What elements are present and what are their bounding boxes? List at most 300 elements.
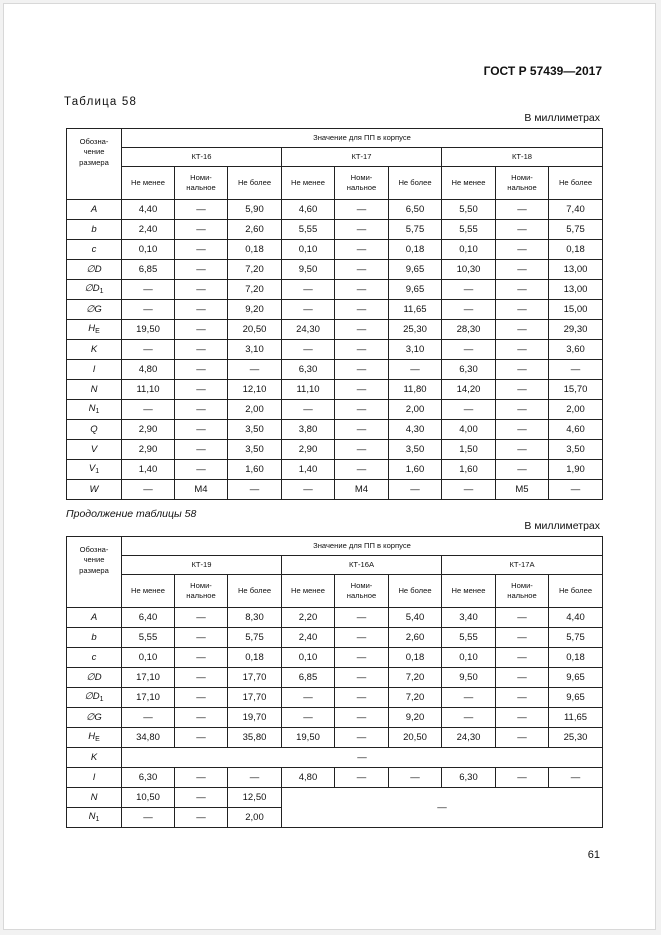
value-cell: — xyxy=(175,420,228,440)
value-cell: 12,50 xyxy=(228,788,282,808)
value-cell: M4 xyxy=(335,480,389,500)
subheader-row xyxy=(67,575,603,608)
value-cell: 4,60 xyxy=(549,420,603,440)
value-cell: — xyxy=(549,360,603,380)
value-cell: 3,10 xyxy=(228,340,282,360)
value-cell: 34,80 xyxy=(122,728,175,748)
value-cell: — xyxy=(335,260,389,280)
value-cell: — xyxy=(335,460,389,480)
value-cell: — xyxy=(335,360,389,380)
limit-header: Не менее xyxy=(282,167,335,200)
size-designation xyxy=(67,220,122,240)
table-row xyxy=(67,360,603,380)
value-cell: — xyxy=(442,340,496,360)
value-cell: — xyxy=(496,628,549,648)
value-cell: — xyxy=(175,200,228,220)
symbol-text: A xyxy=(90,203,98,215)
limit-header: Номи- нальное xyxy=(335,575,389,608)
value-cell: 11,10 xyxy=(122,380,175,400)
symbol-text: H xyxy=(88,730,96,742)
value-cell: — xyxy=(335,608,389,628)
value-cell: 3,80 xyxy=(282,420,335,440)
value-cell: 7,20 xyxy=(389,688,442,708)
table-caption: Таблица 58 xyxy=(64,96,138,108)
symbol-text: K xyxy=(90,751,98,763)
value-cell: — xyxy=(175,768,228,788)
limit-header: Не более xyxy=(389,575,442,608)
value-cell: 5,40 xyxy=(389,608,442,628)
merged-value-cell: — xyxy=(282,788,603,828)
value-cell: 9,20 xyxy=(228,300,282,320)
table-row xyxy=(67,648,603,668)
value-cell: — xyxy=(496,440,549,460)
value-cell: 5,50 xyxy=(442,200,496,220)
value-cell: — xyxy=(335,300,389,320)
value-cell: 1,60 xyxy=(389,460,442,480)
value-cell: 13,00 xyxy=(549,280,603,300)
value-cell: 15,00 xyxy=(549,300,603,320)
value-cell: — xyxy=(122,708,175,728)
table-row xyxy=(67,200,603,220)
value-cell: — xyxy=(496,380,549,400)
size-designation xyxy=(67,340,122,360)
value-cell: 6,30 xyxy=(282,360,335,380)
value-cell: 24,30 xyxy=(442,728,496,748)
value-cell: 19,50 xyxy=(282,728,335,748)
value-cell: 5,75 xyxy=(228,628,282,648)
value-cell: 2,20 xyxy=(282,608,335,628)
table-row xyxy=(67,688,603,708)
size-designation xyxy=(67,668,122,688)
value-cell: — xyxy=(496,200,549,220)
value-cell: 1,40 xyxy=(122,460,175,480)
value-cell: — xyxy=(228,480,282,500)
value-cell: — xyxy=(335,668,389,688)
symbol-subscript: 1 xyxy=(99,287,104,295)
value-cell: — xyxy=(335,440,389,460)
size-designation xyxy=(67,688,122,708)
size-designation xyxy=(67,280,122,300)
size-designation xyxy=(67,648,122,668)
units-label: В миллиметрах xyxy=(524,112,600,124)
table-row xyxy=(67,420,603,440)
value-cell: — xyxy=(122,400,175,420)
size-designation xyxy=(67,748,122,768)
value-cell: 3,60 xyxy=(549,340,603,360)
value-cell: 20,50 xyxy=(228,320,282,340)
value-cell: — xyxy=(175,668,228,688)
value-cell: — xyxy=(175,708,228,728)
value-cell: 35,80 xyxy=(228,728,282,748)
size-designation xyxy=(67,808,122,828)
value-cell: — xyxy=(442,688,496,708)
table-row xyxy=(67,380,603,400)
value-cell: — xyxy=(335,400,389,420)
value-cell: — xyxy=(122,480,175,500)
value-cell: 6,85 xyxy=(282,668,335,688)
symbol-text: V xyxy=(88,462,96,474)
value-cell: 4,30 xyxy=(389,420,442,440)
size-designation xyxy=(67,380,122,400)
limit-header: Не более xyxy=(228,167,282,200)
value-cell: 5,75 xyxy=(549,220,603,240)
value-cell: — xyxy=(175,440,228,460)
value-cell: — xyxy=(175,300,228,320)
designation-header: Обозна- чение размера xyxy=(67,537,122,608)
table-row xyxy=(67,480,603,500)
symbol-text: W xyxy=(89,483,99,495)
value-cell: — xyxy=(496,460,549,480)
value-cell: 1,50 xyxy=(442,440,496,460)
value-cell: — xyxy=(335,768,389,788)
value-cell: — xyxy=(175,240,228,260)
table-row xyxy=(67,320,603,340)
value-cell: 3,50 xyxy=(389,440,442,460)
value-cell: 0,18 xyxy=(389,240,442,260)
value-cell: — xyxy=(175,688,228,708)
symbol-text: N xyxy=(90,383,98,395)
value-cell: 5,55 xyxy=(442,220,496,240)
value-cell: 3,50 xyxy=(228,440,282,460)
symbol-text: b xyxy=(91,223,97,235)
value-cell: 2,00 xyxy=(549,400,603,420)
value-cell: — xyxy=(335,200,389,220)
value-cell: — xyxy=(496,400,549,420)
package-header: КТ-19 xyxy=(122,556,282,575)
value-cell: — xyxy=(282,400,335,420)
size-designation xyxy=(67,240,122,260)
value-cell: M4 xyxy=(175,480,228,500)
value-cell: 29,30 xyxy=(549,320,603,340)
value-cell: — xyxy=(496,300,549,320)
symbol-text: Q xyxy=(90,423,98,435)
value-cell: 14,20 xyxy=(442,380,496,400)
value-cell: 1,90 xyxy=(549,460,603,480)
value-cell: 5,75 xyxy=(549,628,603,648)
value-cell: 17,10 xyxy=(122,688,175,708)
value-cell: — xyxy=(335,628,389,648)
value-cell: 9,65 xyxy=(389,260,442,280)
size-designation xyxy=(67,480,122,500)
value-cell: — xyxy=(282,480,335,500)
limit-header: Не более xyxy=(549,575,603,608)
value-cell: 9,50 xyxy=(282,260,335,280)
limit-header: Не более xyxy=(389,167,442,200)
limit-header: Не более xyxy=(228,575,282,608)
size-designation xyxy=(67,420,122,440)
symbol-text: V xyxy=(90,443,98,455)
table-header-row xyxy=(67,537,603,556)
limit-header: Не менее xyxy=(122,575,175,608)
limit-header: Номи- нальное xyxy=(496,575,549,608)
value-cell: — xyxy=(175,608,228,628)
value-cell: — xyxy=(389,360,442,380)
value-cell: 0,10 xyxy=(122,648,175,668)
value-cell: 11,65 xyxy=(389,300,442,320)
symbol-text: N xyxy=(90,791,98,803)
size-designation xyxy=(67,440,122,460)
symbol-text: N xyxy=(88,402,96,414)
value-cell: 11,80 xyxy=(389,380,442,400)
table-row xyxy=(67,788,603,808)
value-cell: — xyxy=(335,240,389,260)
limit-header: Не менее xyxy=(282,575,335,608)
value-cell: 2,90 xyxy=(282,440,335,460)
value-cell: 2,90 xyxy=(122,420,175,440)
value-cell: — xyxy=(496,688,549,708)
value-cell: — xyxy=(496,260,549,280)
value-cell: — xyxy=(282,340,335,360)
size-designation xyxy=(67,200,122,220)
value-cell: — xyxy=(335,728,389,748)
size-designation xyxy=(67,708,122,728)
value-cell: — xyxy=(175,808,228,828)
value-cell: — xyxy=(496,220,549,240)
value-cell: 4,80 xyxy=(282,768,335,788)
table-row xyxy=(67,708,603,728)
value-cell: — xyxy=(175,728,228,748)
value-cell: 5,55 xyxy=(282,220,335,240)
table-row xyxy=(67,768,603,788)
table-row xyxy=(67,300,603,320)
value-cell: 2,00 xyxy=(389,400,442,420)
value-cell: 12,10 xyxy=(228,380,282,400)
size-designation xyxy=(67,260,122,280)
symbol-text: ∅D xyxy=(86,671,102,683)
value-cell: — xyxy=(122,340,175,360)
value-cell: — xyxy=(335,380,389,400)
size-designation xyxy=(67,608,122,628)
value-cell: 7,20 xyxy=(228,280,282,300)
value-cell: 24,30 xyxy=(282,320,335,340)
symbol-text: l xyxy=(92,771,96,783)
value-cell: — xyxy=(496,648,549,668)
value-cell: 9,50 xyxy=(442,668,496,688)
value-cell: 4,60 xyxy=(282,200,335,220)
value-cell: 0,10 xyxy=(282,648,335,668)
value-cell: 6,30 xyxy=(442,768,496,788)
value-cell: 2,60 xyxy=(228,220,282,240)
value-cell: — xyxy=(175,648,228,668)
symbol-subscript: E xyxy=(95,327,100,335)
value-cell: — xyxy=(549,480,603,500)
symbol-text: ∅G xyxy=(86,303,102,315)
dimensions-table-58 xyxy=(66,128,603,500)
value-cell: 7,20 xyxy=(228,260,282,280)
table-row xyxy=(67,280,603,300)
table-header-row xyxy=(67,129,603,148)
value-cell: 2,90 xyxy=(122,440,175,460)
value-cell: — xyxy=(175,320,228,340)
value-cell: 3,50 xyxy=(228,420,282,440)
value-cell: — xyxy=(122,280,175,300)
value-cell: — xyxy=(335,708,389,728)
limit-header: Не менее xyxy=(442,167,496,200)
table-row xyxy=(67,460,603,480)
document-id: ГОСТ Р 57439—2017 xyxy=(483,64,602,78)
value-cell: 0,18 xyxy=(389,648,442,668)
value-cell: — xyxy=(389,480,442,500)
limit-header: Не менее xyxy=(122,167,175,200)
table-row xyxy=(67,608,603,628)
package-header-row xyxy=(67,148,603,167)
size-designation xyxy=(67,788,122,808)
table-row xyxy=(67,668,603,688)
document-page xyxy=(3,3,656,930)
value-cell: — xyxy=(496,340,549,360)
value-cell: 6,85 xyxy=(122,260,175,280)
value-cell: 1,60 xyxy=(442,460,496,480)
value-cell: 7,20 xyxy=(389,668,442,688)
symbol-text: N xyxy=(88,810,96,822)
value-cell: 25,30 xyxy=(389,320,442,340)
value-cell: 9,65 xyxy=(389,280,442,300)
limit-header: Не более xyxy=(549,167,603,200)
value-cell: — xyxy=(496,608,549,628)
value-cell: 11,65 xyxy=(549,708,603,728)
value-cell: 17,70 xyxy=(228,668,282,688)
value-cell: 6,50 xyxy=(389,200,442,220)
limit-header: Не менее xyxy=(442,575,496,608)
value-cell: — xyxy=(496,360,549,380)
value-cell: — xyxy=(442,280,496,300)
package-header: КТ-18 xyxy=(442,148,603,167)
package-header: КТ-16А xyxy=(282,556,442,575)
value-cell: 10,50 xyxy=(122,788,175,808)
symbol-text: b xyxy=(91,631,97,643)
value-cell: 2,00 xyxy=(228,808,282,828)
value-cell: 19,70 xyxy=(228,708,282,728)
table-row xyxy=(67,240,603,260)
symbol-subscript: 1 xyxy=(95,815,100,823)
symbol-text: A xyxy=(90,611,98,623)
value-cell: 10,30 xyxy=(442,260,496,280)
value-cell: 25,30 xyxy=(549,728,603,748)
value-cell: — xyxy=(175,260,228,280)
value-cell: — xyxy=(496,240,549,260)
value-cell: 0,18 xyxy=(549,648,603,668)
value-cell: — xyxy=(282,688,335,708)
size-designation xyxy=(67,728,122,748)
table-continuation-caption: Продолжение таблицы 58 xyxy=(66,508,197,520)
page-number: 61 xyxy=(587,849,600,861)
value-cell: 3,50 xyxy=(549,440,603,460)
value-cell: — xyxy=(442,400,496,420)
symbol-text: ∅G xyxy=(86,711,102,723)
value-cell: 6,30 xyxy=(122,768,175,788)
value-cell: — xyxy=(335,688,389,708)
size-designation xyxy=(67,300,122,320)
units-label-2: В миллиметрах xyxy=(524,520,600,532)
value-cell: 6,30 xyxy=(442,360,496,380)
value-cell: — xyxy=(228,360,282,380)
value-cell: — xyxy=(175,280,228,300)
value-cell: 11,10 xyxy=(282,380,335,400)
value-cell: 2,40 xyxy=(282,628,335,648)
value-cell: 6,40 xyxy=(122,608,175,628)
package-header: КТ-17А xyxy=(442,556,603,575)
value-cell: — xyxy=(496,280,549,300)
symbol-text: ∅D xyxy=(84,282,100,294)
value-cell: 15,70 xyxy=(549,380,603,400)
value-cell: — xyxy=(335,320,389,340)
symbol-subscript: 1 xyxy=(95,467,100,475)
limit-header: Номи- нальное xyxy=(496,167,549,200)
value-cell: 20,50 xyxy=(389,728,442,748)
value-cell: 5,55 xyxy=(122,628,175,648)
value-cell: — xyxy=(282,280,335,300)
value-cell: 0,18 xyxy=(549,240,603,260)
value-cell: 0,10 xyxy=(282,240,335,260)
symbol-text: l xyxy=(92,363,96,375)
value-cell: 0,10 xyxy=(122,240,175,260)
value-cell: 2,60 xyxy=(389,628,442,648)
table-row xyxy=(67,220,603,240)
value-cell: — xyxy=(335,648,389,668)
value-cell: 3,40 xyxy=(442,608,496,628)
value-cell: 5,90 xyxy=(228,200,282,220)
symbol-subscript: E xyxy=(95,735,100,743)
value-cell: — xyxy=(335,340,389,360)
value-cell: 9,65 xyxy=(549,688,603,708)
value-cell: 8,30 xyxy=(228,608,282,628)
value-cell: — xyxy=(549,768,603,788)
value-cell: — xyxy=(175,788,228,808)
value-cell: — xyxy=(228,768,282,788)
value-cell: — xyxy=(175,460,228,480)
value-cell: — xyxy=(122,300,175,320)
value-cell: 1,40 xyxy=(282,460,335,480)
value-cell: — xyxy=(442,708,496,728)
value-cell: 4,40 xyxy=(122,200,175,220)
value-cell: — xyxy=(175,380,228,400)
symbol-text: H xyxy=(88,322,96,334)
value-cell: — xyxy=(442,480,496,500)
value-cell: — xyxy=(496,420,549,440)
value-cell: 0,18 xyxy=(228,648,282,668)
value-cell: 0,10 xyxy=(442,648,496,668)
value-cell: — xyxy=(175,400,228,420)
value-cell: 4,40 xyxy=(549,608,603,628)
value-cell: — xyxy=(335,420,389,440)
table-row xyxy=(67,440,603,460)
value-cell: — xyxy=(442,300,496,320)
subheader-row xyxy=(67,167,603,200)
size-designation xyxy=(67,768,122,788)
table-row xyxy=(67,728,603,748)
designation-header: Обозна- чение размера xyxy=(67,129,122,200)
value-cell: 1,60 xyxy=(228,460,282,480)
value-cell: M5 xyxy=(496,480,549,500)
value-cell: — xyxy=(175,340,228,360)
value-cell: — xyxy=(496,668,549,688)
table-row xyxy=(67,748,603,768)
value-cell: 4,80 xyxy=(122,360,175,380)
group-header: Значение для ПП в корпусе xyxy=(122,129,603,148)
value-cell: — xyxy=(496,768,549,788)
size-designation xyxy=(67,400,122,420)
symbol-text: c xyxy=(91,651,97,663)
value-cell: 4,00 xyxy=(442,420,496,440)
symbol-text: ∅D xyxy=(86,263,102,275)
value-cell: — xyxy=(335,280,389,300)
value-cell: — xyxy=(496,728,549,748)
size-designation xyxy=(67,628,122,648)
value-cell: 9,65 xyxy=(549,668,603,688)
value-cell: — xyxy=(175,220,228,240)
symbol-text: ∅D xyxy=(84,690,100,702)
value-cell: — xyxy=(175,360,228,380)
